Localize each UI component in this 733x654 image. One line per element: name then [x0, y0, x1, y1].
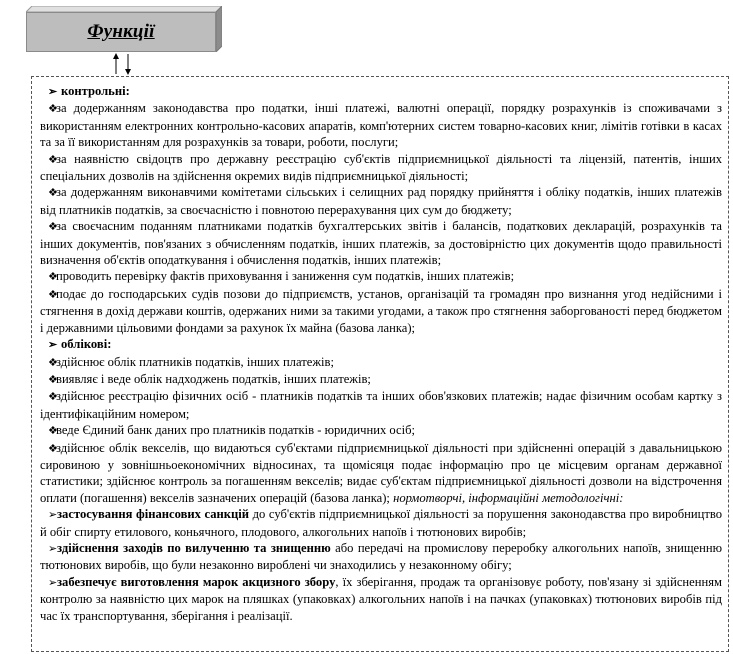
list-item: ❖веде Єдиний банк даних про платників податків - юридичних осіб;: [40, 422, 722, 439]
normative-info-label: нормотворчі, інформаційні методологічні:: [393, 490, 624, 505]
title-text: Функції: [87, 21, 155, 42]
control-heading: ➢ контрольні:: [40, 83, 722, 100]
diamond-bullet-icon: ❖: [48, 391, 58, 404]
diamond-bullet-icon: ❖: [48, 373, 58, 386]
diamond-bullet-icon: ❖: [48, 221, 58, 234]
list-item: ❖здійснює облік платників податків, інших платежів;: [40, 354, 722, 371]
diamond-bullet-icon: ❖: [48, 288, 58, 301]
arrow-bullet-icon: ➢: [48, 542, 58, 555]
list-item: ❖здійснює реєстрацію фізичних осіб - платників податків та інших обов'язкових платежів; надає фізичним особам картку з ідентифікаційним номером;: [40, 389, 722, 421]
list-item: ❖за додержанням виконавчими комітетами сільських і селищних рад порядку прийняття і обліку податків, інших платежів від платників податків, за своєчасністю і повнотою перерахування цих сум до бюджету;: [40, 185, 722, 217]
list-item: ❖за додержанням законодавства про податки, інші платежі, валютні операції, порядку розрахунків із споживачами з використанням електронних контрольно-касових апаратів, комп'ютерних систем товарно-касових книг, лімітів готівки в касах та за її використанням для розрахунків за товари, роботи, послуги;: [40, 101, 722, 150]
seizure-item: ➢здійснення заходів по вилученню та знищенню або передачі на промислову переробку алкогольних напоїв, знищенню тютюнових виробів, що були незаконно вироблені чи знаходились у незаконному обігу;: [40, 540, 722, 573]
sanctions-item: ➢застосування фінансових санкцій до суб'єктів підприємницької діяльності за порушення законодавства про виробництво й обіг спирту етилового, коньячного, плодового, алкогольних напоїв і тютюнових виробів;: [40, 507, 723, 539]
arrow-bullet-icon: ➢: [48, 339, 58, 352]
title-box: [26, 6, 222, 52]
functions-box: [31, 76, 729, 652]
diamond-bullet-icon: ❖: [48, 153, 58, 166]
arrow-bullet-icon: ➢: [48, 86, 58, 98]
list-item: ❖виявляє і веде облік надходжень податків, інших платежів;: [40, 371, 722, 388]
list-item: ❖подає до господарських судів позови до підприємств, установ, організацій та громадян про визнання угод недійсними і стягнення в дохід держави коштів, одержаних ними за такими угодами, а також про стягнення заборгованості перед бюджетом і державними цільовими фондами за рахунок їх майна (базова ланка);: [40, 286, 722, 335]
list-item: ❖за наявністю свідоцтв про державну реєстрацію суб'єктів підприємницької діяльності та ліцензій, патентів, інших спеціальних дозволів на здійснення окремих видів підприємницької діяльності;: [40, 151, 722, 184]
list-item: ❖здійснює облік векселів, що видаються суб'єктами підприємницької діяльності при здійсненні операцій з давальницькою сировиною у зовнішньоекономічних відносинах, та щомісяця подає інформацію про це місцевим органам державної статистики; здійснює контроль за погашенням векселів; видає суб'єктам підприємницької діяльності дозволи на відстрочення оплати (погашення) векселів зазначених операцій (базова ланка); нормотворчі, інформаційні методологічні:: [40, 440, 722, 505]
list-item: ❖проводить перевірку фактів приховування і заниження сум податків, інших платежів;: [40, 268, 722, 285]
diamond-bullet-icon: ❖: [48, 356, 58, 369]
list-item: ❖за своєчасним поданням платниками податків бухгалтерських звітів і балансів, податкових декларацій, розрахунків та інших документів, пов'язаних з обчисленням податків, інших платежів, за достовірністю цих документів щодо правильності визначення об'єктів оподаткування і обчислення податків, інших платежів;: [40, 219, 722, 268]
connector-arrows: [108, 52, 138, 76]
arrow-bullet-icon: ➢: [48, 576, 58, 589]
diamond-bullet-icon: ❖: [48, 187, 58, 200]
excise-stamps-item: ➢забезпечує виготовлення марок акцизного збору, їх зберігання, продаж та організовує роботу, пов'язану зі здійсненням контролю за наявністю цих марок на пляшках (упаковках) алкогольних напоїв і на пачках (упаковках) тютюнових виробів під час їх транспортування, зберігання і реалізації.: [40, 574, 722, 623]
diamond-bullet-icon: ❖: [48, 103, 58, 116]
diamond-bullet-icon: ❖: [48, 442, 58, 455]
diamond-bullet-icon: ❖: [48, 271, 58, 284]
arrow-bullet-icon: ➢: [48, 509, 58, 522]
diamond-bullet-icon: ❖: [48, 425, 58, 438]
accounting-heading: ➢ облікові:: [40, 336, 722, 353]
